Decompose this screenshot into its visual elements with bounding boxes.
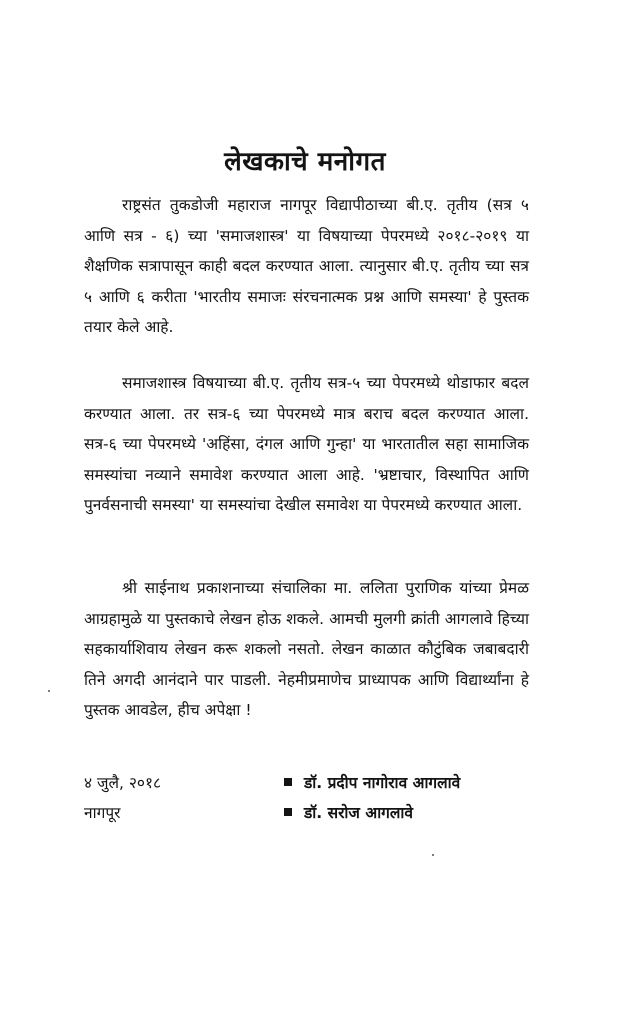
paragraph-3: श्री साईनाथ प्रकाशनाच्या संचालिका मा. ललिता पुराणिक यांच्या प्रेमळ आग्रहामुळे या पुस्तकाचे लेखन होऊ शकले. आमची मुलगी क्रांती आगलावे हिच्या सहकार्याशिवाय लेखन करू शकलो नसतो. लेखन काळात कौटुंबिक जबाबदारी तिने अगदी आनंदाने पार पाडली. नेहमीप्रमाणेच प्राध्यापक आणि विद्यार्थ्यांना हे पुस्तक आवडेल, हीच अपेक्षा ! <box>84 579 529 719</box>
author-2 <box>284 798 544 828</box>
signature-date: ४ जुलै, २०१८ <box>84 774 162 792</box>
scan-speck <box>432 854 434 856</box>
author-1-name: डॉ. प्रदीप नागोराव आगलावे <box>304 774 461 792</box>
bullet-icon <box>284 778 292 786</box>
paragraph-2: समाजशास्त्र विषयाच्या बी.ए. तृतीय सत्र-५ च्या पेपरमध्ये थोडाफार बदल करण्यात आला. तर सत्र-६ च्या पेपरमध्ये मात्र बराच बदल करण्यात आला. सत्र-६ च्या पेपरमध्ये 'अहिंसा, दंगल आणि गुन्हा' या भारतातील सहा सामाजिक समस्यांचा नव्याने समावेश करण्यात आला आहे. 'भ्रष्टाचार, विस्थापित आणि पुनर्वसनाची समस्या' या समस्यांचा देखील समावेश या पेपरमध्ये करण्यात आला. <box>84 374 529 514</box>
author-2-name: डॉ. सरोज आगलावे <box>304 804 414 822</box>
page-title: लेखकाचे मनोगत <box>224 147 386 177</box>
signature-place: नागपूर <box>84 804 121 822</box>
paragraph-1: राष्ट्रसंत तुकडोजी महाराज नागपूर विद्यापीठाच्या बी.ए. तृतीय (सत्र ५ आणि सत्र - ६) च्या 'समाजशास्त्र' या विषयाच्या पेपरमध्ये २०१८-२०१९ या शैक्षणिक सत्रापासून काही बदल करण्यात आला. त्यानुसार बी.ए. तृतीय च्या सत्र ५ आणि ६ करीता 'भारतीय समाजः संरचनात्मक प्रश्न आणि समस्या' हे पुस्तक तयार केले आहे. <box>84 196 529 336</box>
bullet-icon <box>284 808 292 816</box>
scan-speck <box>48 690 50 692</box>
author-1 <box>284 768 544 798</box>
